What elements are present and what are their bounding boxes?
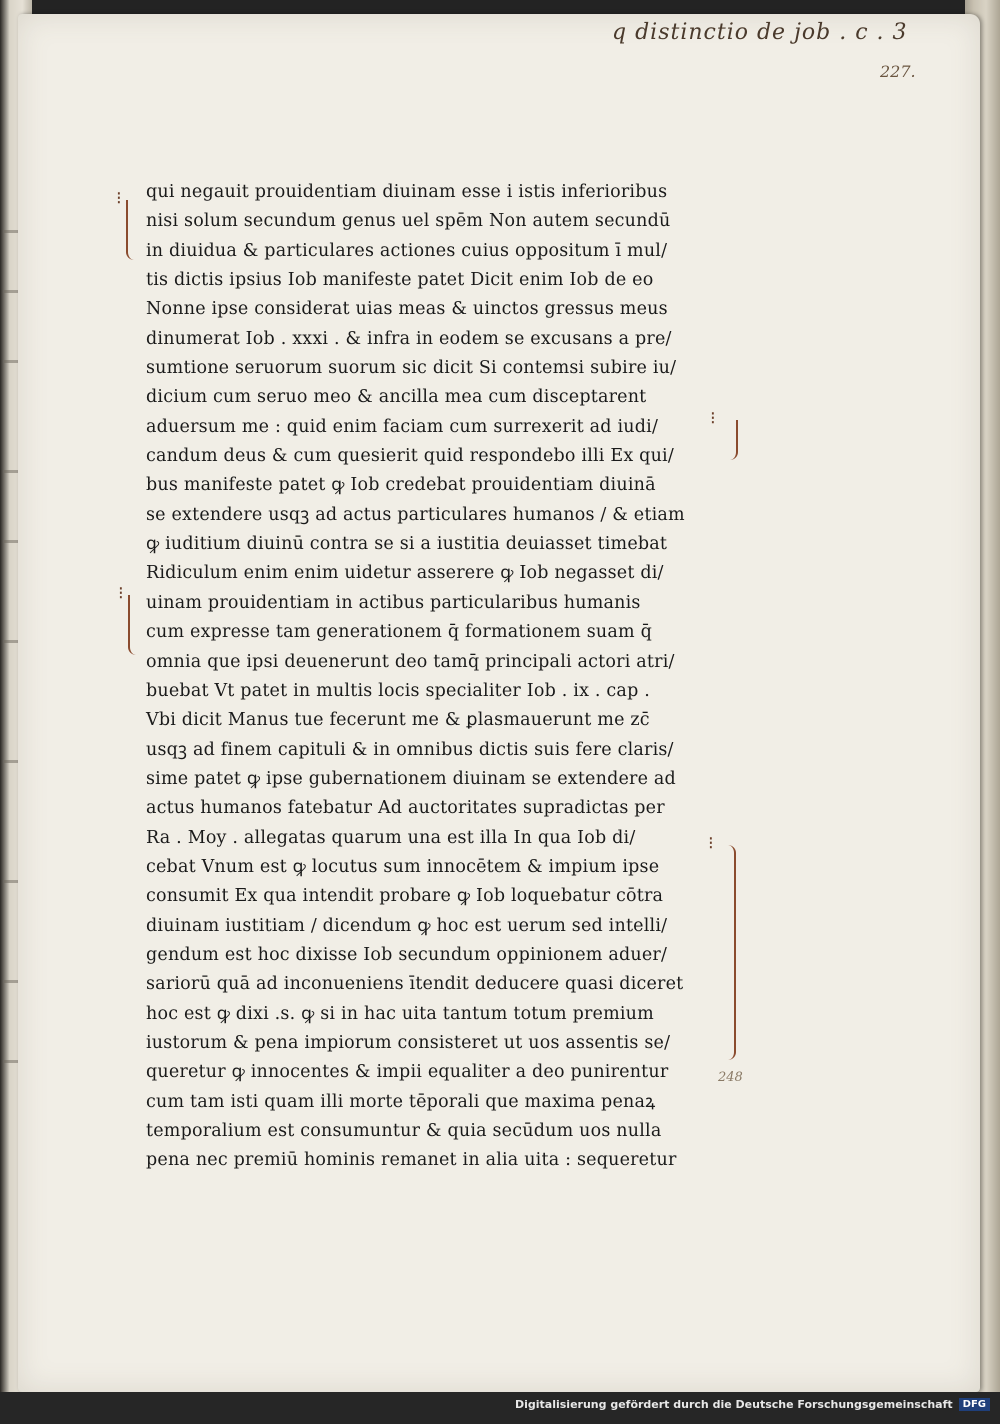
text-line: Vbi dicit Manus tue fecerunt me & ꝑlasmauerunt me zc̄ <box>146 710 650 731</box>
dfg-logo-icon: DFG <box>959 1398 990 1411</box>
text-line: in diuidua & particulares actiones cuius oppositum ī mul/ <box>146 240 668 261</box>
text-line: uinam prouidentiam in actibus particularibus humanis <box>146 592 641 613</box>
text-line: queretur ꝙ innocentes & impii equaliter a deo punirentur <box>146 1062 669 1083</box>
rubric-mark <box>126 200 142 260</box>
text-line: cebat Vnum est ꝙ locutus sum innocētem & impium ipse <box>146 856 660 877</box>
rubric-mark <box>128 595 144 655</box>
digitization-credit <box>515 1398 990 1411</box>
text-line: cum tam isti quam illi morte tēporali que maxima penaꝝ <box>146 1091 656 1112</box>
text-line: aduersum me : quid enim faciam cum surrexerit ad iudi/ <box>146 416 659 437</box>
text-line: hoc est ꝙ dixi .s. ꝙ si in hac uita tantum totum premium <box>146 1003 654 1024</box>
text-line: sime patet ꝙ ipse gubernationem diuinam se extendere ad <box>146 768 676 789</box>
text-line: omnia que ipsi deuenerunt deo tamq̄ principali actori atri/ <box>146 651 675 672</box>
text-line: bus manifeste patet ꝙ Iob credebat prouidentiam diuinā <box>146 475 656 496</box>
text-line: se extendere usqꝫ ad actus particulares humanos / & etiam <box>146 504 685 525</box>
text-line: usqꝫ ad finem capituli & in omnibus dictis suis fere claris/ <box>146 739 674 760</box>
rubric-mark <box>720 845 736 1060</box>
text-line: qui negauit prouidentiam diuinam esse i istis inferioribus <box>146 182 668 202</box>
text-line: candum deus & cum quesierit quid respondebo illi Ex qui/ <box>146 446 674 467</box>
text-line: dicium cum seruo meo & ancilla mea cum disceptarent <box>146 387 647 408</box>
text-line: sumtione seruorum suorum sic dicit Si contemsi subire iu/ <box>146 358 677 379</box>
text-line: consumit Ex qua intendit probare ꝙ Iob loquebatur cōtra <box>146 886 664 907</box>
text-line: gendum est hoc dixisse Iob secundum oppinionem aduer/ <box>146 944 668 965</box>
text-line: Ridiculum enim enim uidetur asserere ꝙ Iob negasset di/ <box>146 563 664 584</box>
text-line: actus humanos fatebatur Ad auctoritates supradictas per <box>146 798 665 819</box>
text-line: temporalium est consumuntur & quia secūdum uos nulla <box>146 1121 662 1141</box>
text-line: cum expresse tam generationem q̄ formationem suam q̄ <box>146 622 652 643</box>
text-line: pena nec premiū hominis remanet in alia uita : sequeretur <box>146 1150 677 1171</box>
text-line: dinumerat Iob . xxxi . & infra in eodem se excusans a pre/ <box>146 328 672 349</box>
text-line: sariorū quā ad inconueniens ītendit deducere quasi diceret <box>146 974 684 995</box>
text-line: iustorum & pena impiorum consisteret ut uos assentis se/ <box>146 1032 671 1053</box>
rubric-mark <box>722 420 738 460</box>
text-line: tis dictis ipsius Iob manifeste patet Dicit enim Iob de eo <box>146 270 654 291</box>
text-line: Nonne ipse considerat uias meas & uinctos gressus meus <box>146 299 668 320</box>
text-line: nisi solum secundum genus uel spēm Non autem secundū <box>146 211 671 232</box>
credit-text: Digitalisierung gefördert durch die Deutsche Forschungsgemeinschaft <box>514 1398 953 1411</box>
handwritten-annotation: q distinctio de job . c . 3 <box>612 20 908 45</box>
handwritten-page-number: 248 <box>718 1070 743 1085</box>
text-line: Ra . Moy . allegatas quarum una est illa In qua Iob di/ <box>146 827 636 848</box>
text-line: buebat Vt patet in multis locis specialiter Iob . ix . cap . <box>146 680 650 701</box>
text-line: diuinam iustitiam / dicendum ꝙ hoc est uerum sed intelli/ <box>146 915 668 936</box>
folio-number: 227. <box>880 62 916 81</box>
main-text-block <box>146 178 716 1176</box>
text-line: ꝙ iuditium diuinū contra se si a iustitia deuiasset timebat <box>146 534 668 555</box>
